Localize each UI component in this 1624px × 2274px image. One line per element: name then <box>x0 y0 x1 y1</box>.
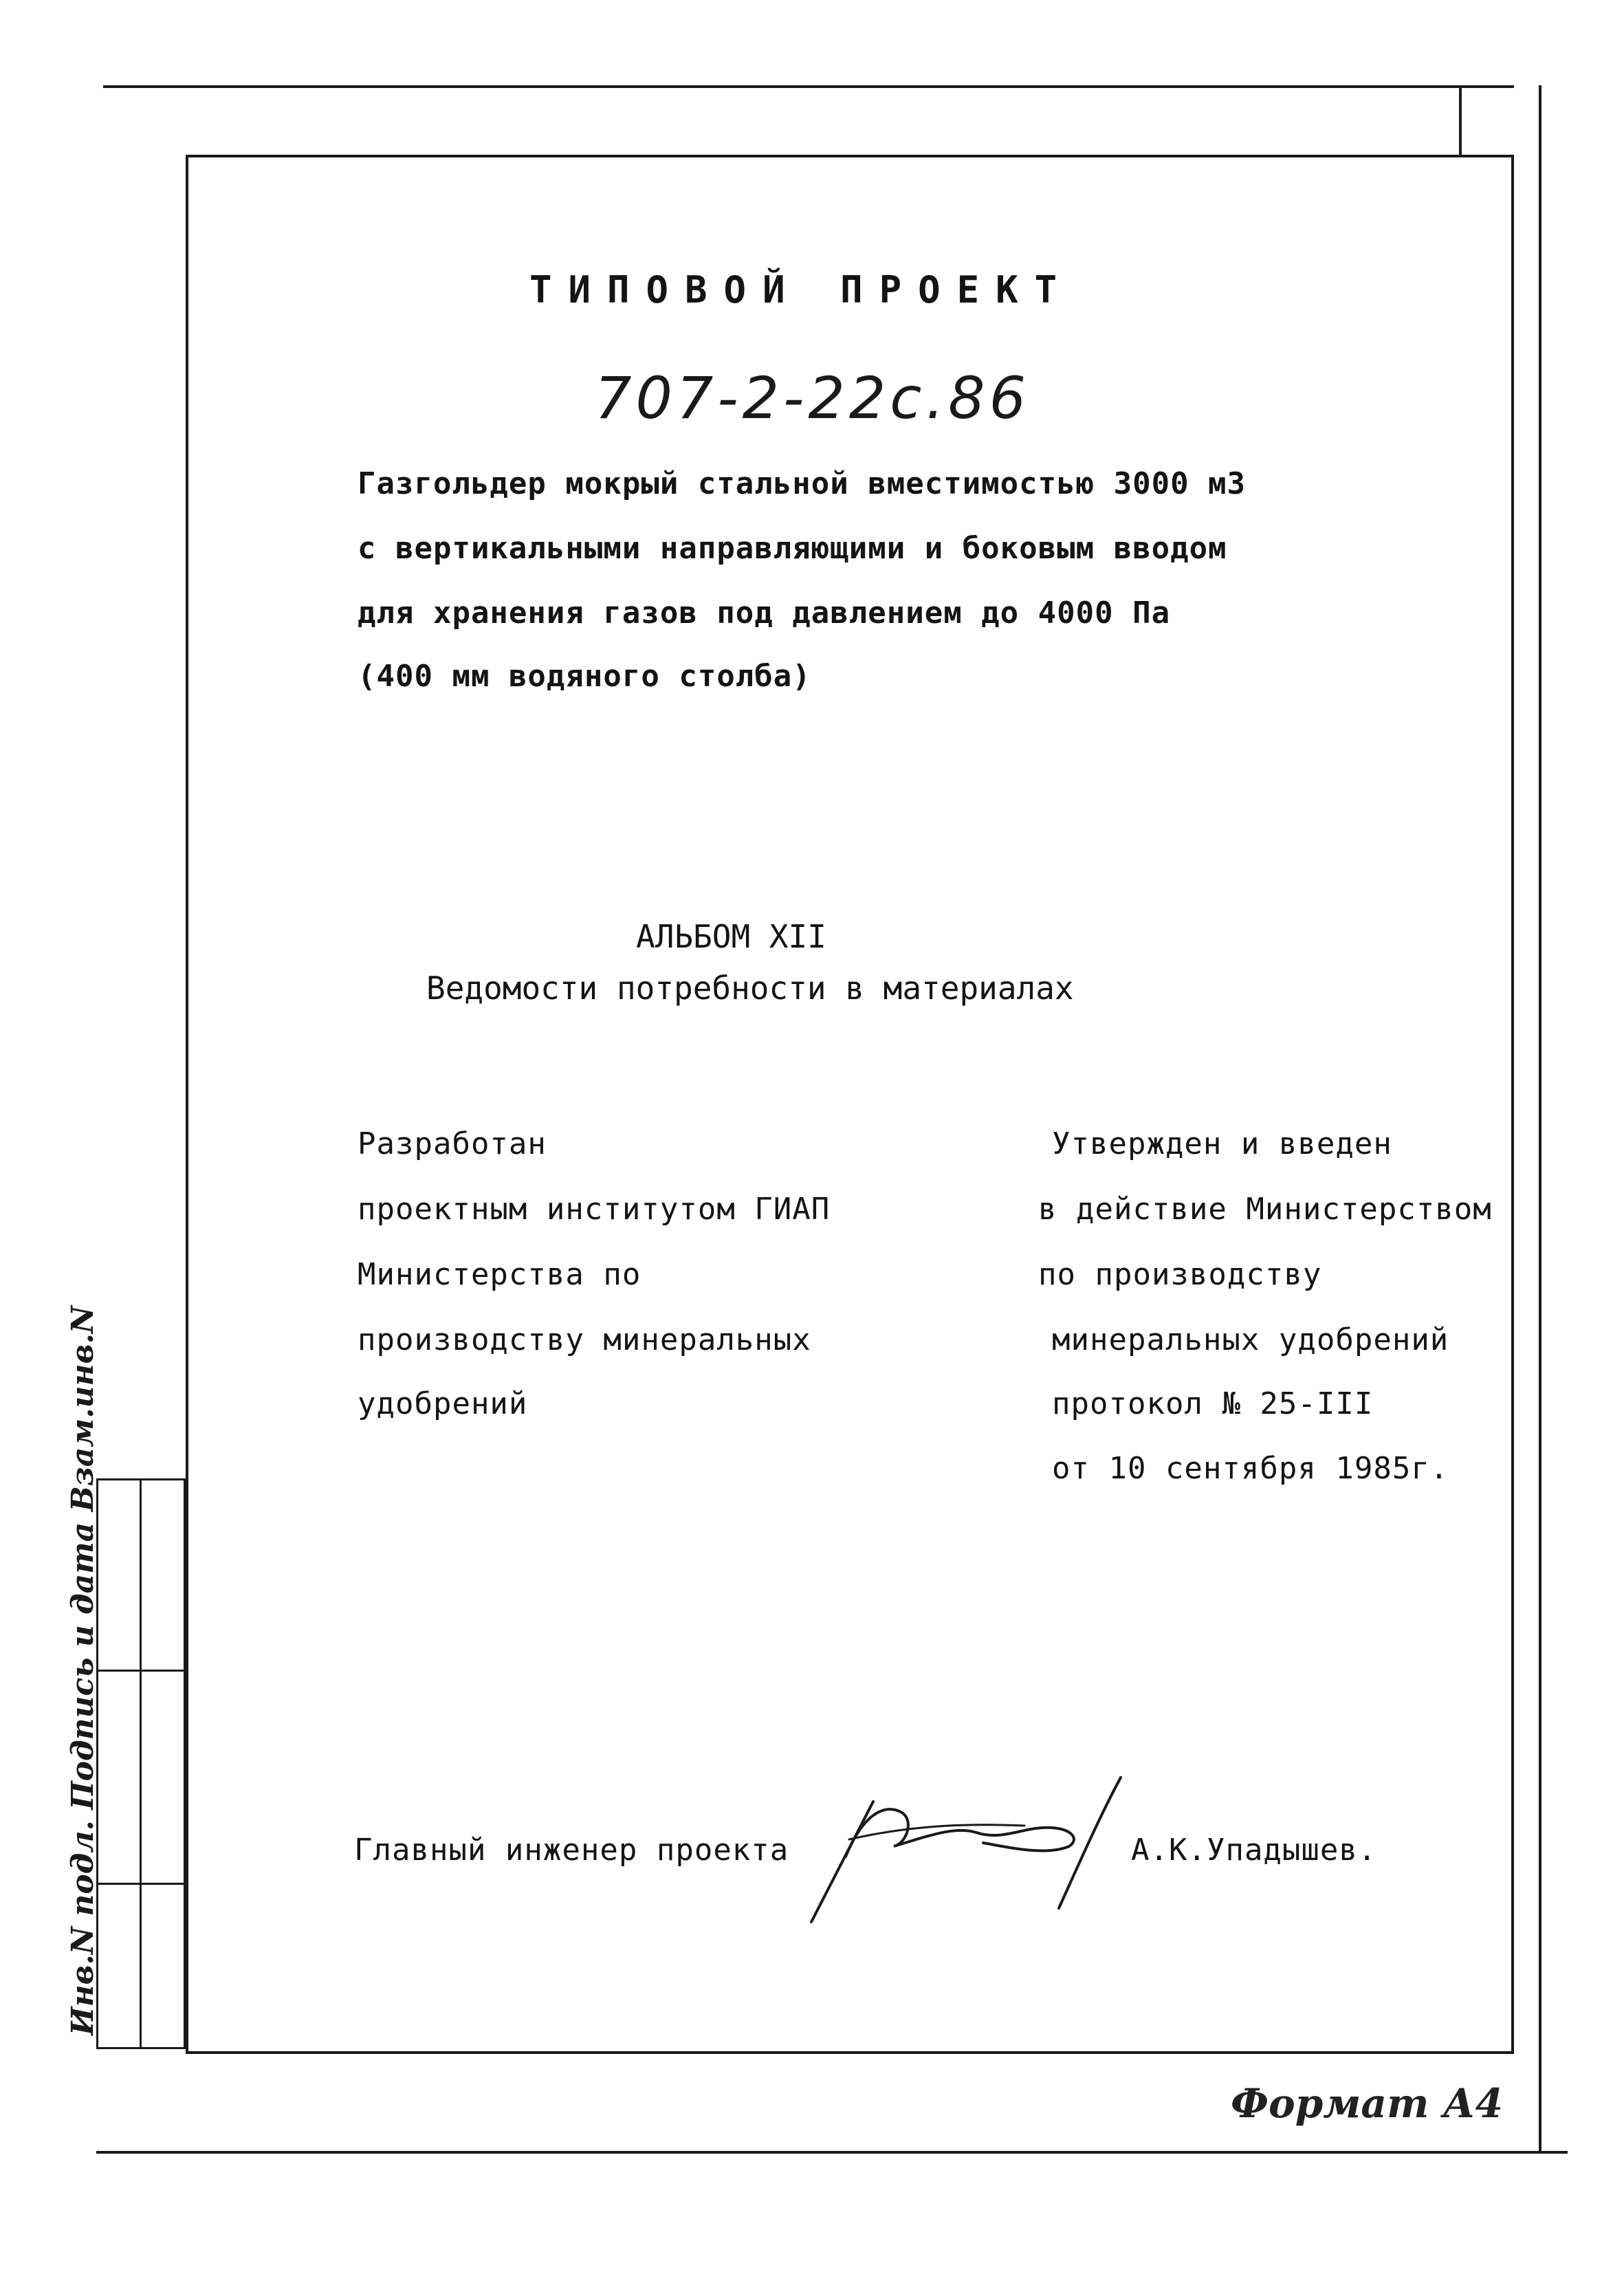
approved-line-1: Утвержден и введен <box>1052 1126 1392 1161</box>
developed-line-4: производству минеральных <box>358 1322 811 1357</box>
project-code: 707-2-22с.86 <box>595 364 1031 432</box>
format-label: Формат А4 <box>1231 2080 1504 2127</box>
top-rule <box>103 85 1514 88</box>
bottom-rule <box>96 2151 1568 2154</box>
chief-engineer-name: А.К.Упадышев. <box>1131 1833 1377 1868</box>
handwritten-signature <box>798 1760 1128 1932</box>
document-title: ТИПОВОЙ ПРОЕКТ <box>529 268 1074 311</box>
approved-line-4: минеральных удобрений <box>1052 1322 1449 1357</box>
album-subtitle: Ведомости потребности в материалах <box>426 970 1074 1007</box>
stamp-column-divider <box>140 1480 142 2047</box>
approved-line-3: по производству <box>1038 1257 1322 1292</box>
approved-line-6: от 10 сентября 1985г. <box>1052 1451 1449 1486</box>
corner-tick <box>1459 85 1462 157</box>
developed-line-3: Министерства по <box>358 1257 641 1292</box>
stamp-text: Инв.N подл. Подпись и дата Взам.инв.N <box>65 1305 100 2035</box>
approved-line-2: в действие Министерством <box>1038 1192 1492 1227</box>
description-line-2: с вертикальными направляющими и боковым вводом <box>358 531 1227 566</box>
developed-line-1: Разработан <box>358 1126 547 1161</box>
approved-line-5: протокол № 25-III <box>1052 1386 1374 1421</box>
stamp-row-divider <box>98 1883 184 1885</box>
developed-line-5: удобрений <box>358 1386 528 1421</box>
stamp-row-divider <box>98 1670 184 1672</box>
description-line-4: (400 мм водяного столба) <box>358 659 811 694</box>
description-line-3: для хранения газов под давлением до 4000 Па <box>358 595 1171 631</box>
stamp-column <box>96 1478 186 2049</box>
chief-engineer-role: Главный инженер проекта <box>354 1833 789 1868</box>
description-line-1: Газгольдер мокрый стальной вместимостью 3000 м3 <box>358 466 1247 501</box>
right-outer-rule <box>1539 85 1541 2152</box>
developed-line-2: проектным институтом ГИАП <box>358 1192 831 1227</box>
album-label: АЛЬБОМ XII <box>636 918 826 955</box>
